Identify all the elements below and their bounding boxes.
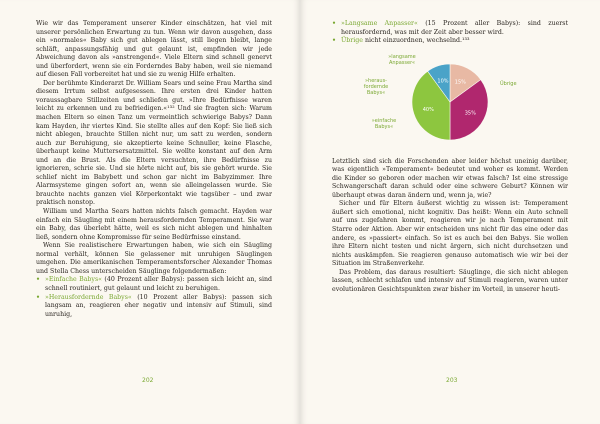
- slice-value-label: 15%: [454, 79, 466, 86]
- slice-category-label: »langsame Anpasser«: [388, 53, 416, 66]
- right-text-column: [332, 20, 568, 294]
- bullet-text: (10 Prozent aller Babys): passen sich langsam an, reagieren eher negativ und intensiv auf Stimuli, sind unruhig,: [45, 293, 273, 318]
- bullet-icon: •: [36, 293, 40, 301]
- body-paragraph: Wenn Sie realistischere Erwartungen haben, wie sich ein Säugling normal verhält, können Sie gelassener mit unruhigen Säuglingen umgehen. Die amerikanischen Temperamentsforscher Alexander Thomas und Stella Chess unterscheiden Säuglinge folgendermaßen:: [36, 242, 272, 275]
- slice-category-label: »heraus-fordernde Babys«: [363, 77, 389, 96]
- slice-category-label: »einfache Babys«: [371, 117, 397, 130]
- temperament-pie-chart: [332, 52, 568, 154]
- left-paragraphs: [36, 20, 272, 276]
- bullet-item: [36, 294, 272, 320]
- bullet-category: »Herausfordernde Babys«: [45, 293, 132, 301]
- body-paragraph: William und Martha Sears hatten nichts falsch gemacht. Hayden war einfach ein Säugling mit einem herausfordernden Temperament. Sie war ein Baby, das überlebt hätte, weil es sich nicht ablegen und hinhalten ließ, sondern ohne Kompromisse für seine Bedürfnisse einstand.: [36, 208, 272, 241]
- body-paragraph: Das Problem, das daraus resultiert: Säuglinge, die sich nicht ablegen lassen, schlecht schlafen und intensiv auf Stimuli reagieren, waren unter evolutionären Gesichtspunkten zwar bisher im Vorteil, in unserer heuti-: [332, 268, 568, 293]
- slice-value-label: 10%: [437, 77, 449, 84]
- page-number-right: 203: [446, 377, 458, 384]
- bullet-item: [332, 20, 568, 37]
- bullet-item: [36, 276, 272, 293]
- pie-chart-svg: [332, 52, 568, 154]
- bullet-category: Übrige: [341, 37, 363, 45]
- body-paragraph: Wie wir das Temperament unserer Kinder einschätzen, hat viel mit unserer persönlichen Erwartung zu tun. Wenn wir davon ausgehen, dass ein »normales« Baby sich gut ablegen lässt, still liegen bleibt, lange schläft, anpassungsfähig und gut gelaunt ist, empfinden wir jede Abweichung davon als »anstrengend«. Viele Eltern sind schnell genervt und überfordert, wenn sie ein Forderndes Baby haben, weil sie niemand auf diesen Fall vorbereitet hat und sie zu wenig Hilfe erhalten.: [36, 20, 272, 79]
- body-paragraph: Letztlich sind sich die Forschenden aber leider höchst uneinig darüber, was eigentlich »Temperament« bedeutet und woher es kommt. Werden die Kinder so geboren oder machen wir etwas falsch? Ist eine stressige Schwangerschaft daran schuld oder eine schwere Geburt? Können wir überhaupt etwas daran ändern und, wenn ja, wie?: [332, 157, 568, 199]
- body-paragraph: Sicher und für Eltern äußerst wichtig zu wissen ist: Temperament äußert sich emotional, nicht kognitiv. Das heißt: Wenn ein Auto schnell auf uns zugefahren kommt, reagieren wir je nach Temperament mit Starre oder Aktion. Aber wir entscheiden uns nicht für das eine oder das andere, es »passiert« einfach. So ist es auch bei den Babys. Sie wollen ihre Eltern nicht testen und nicht ärgern, sich nicht durchsetzen und nichts auskämpfen. Sie reagieren genauso automatisch wie wir bei der Situation im Straßenverkehr.: [332, 200, 568, 268]
- right-bullet-list: [332, 20, 568, 46]
- bullet-text: nicht einzuordnen, wechselnd.¹³³: [362, 37, 470, 45]
- bullet-icon: •: [332, 37, 336, 45]
- bullet-item: [332, 37, 568, 46]
- left-bullet-list: [36, 276, 272, 319]
- bullet-text: (15 Prozent aller Babys): sind zuerst herausfordernd, was mit der Zeit aber besser wird.: [341, 20, 568, 36]
- right-page: [300, 0, 600, 424]
- body-paragraph: Der berühmte Kinderarzt Dr. William Sears und seine Frau Martha sind diesem Irrtum selbst aufgesessen. Ihre ersten drei Kinder hatten voraussagbare Stillzeiten und schliefen gut. »Ihre Bedürfnisse waren leicht zu erkennen und zu befriedigen.«¹³² Und sie fragten sich: Warum machen Eltern so einen Tanz um vermeintlich schwierige Babys? Dann kam Hayden, ihr viertes Kind. Sie stellte alles auf den Kopf: Sie ließ sich nicht ablegen, brauchte Stillen nicht nur, um satt zu werden, sondern auch zur Beruhigung, sie akzeptierte keine Schnuller, keine Flasche, überhaupt keine Muttersersatzmittel. Sie wollte konstant auf den Arm und an die Brust. Als die Eltern versuchten, ihre Bedürfnisse zu ignorieren, schrie sie. Und sie hörte nicht auf, bis sie gehört wurde. Sie schlief nicht im Babybett und schon gar nicht im Babyzimmer. Ihre Alarmsysteme gingen sofort an, wenn sie alleingelassen wurde. Sie brauchte nachts ganzen viel Körperkontakt wie tagsüber – und zwar praktisch nonstop.: [36, 79, 272, 207]
- bullet-category: »Einfache Babys«: [45, 276, 102, 284]
- right-paragraphs: [332, 158, 568, 295]
- left-text-column: [36, 20, 272, 319]
- slice-value-label: 40%: [422, 106, 434, 113]
- bullet-category: »Langsame Anpasser«: [341, 20, 418, 27]
- page-number-left: 202: [142, 377, 154, 384]
- slice-category-label: Übrige: [500, 80, 517, 87]
- bullet-icon: •: [332, 20, 336, 27]
- slice-value-label: 35%: [464, 109, 476, 116]
- bullet-text: (40 Prozent aller Babys): passen sich leicht an, sind schnell routiniert, gut gelaunt und leicht zu beruhigen.: [45, 276, 272, 292]
- bullet-icon: •: [36, 276, 40, 284]
